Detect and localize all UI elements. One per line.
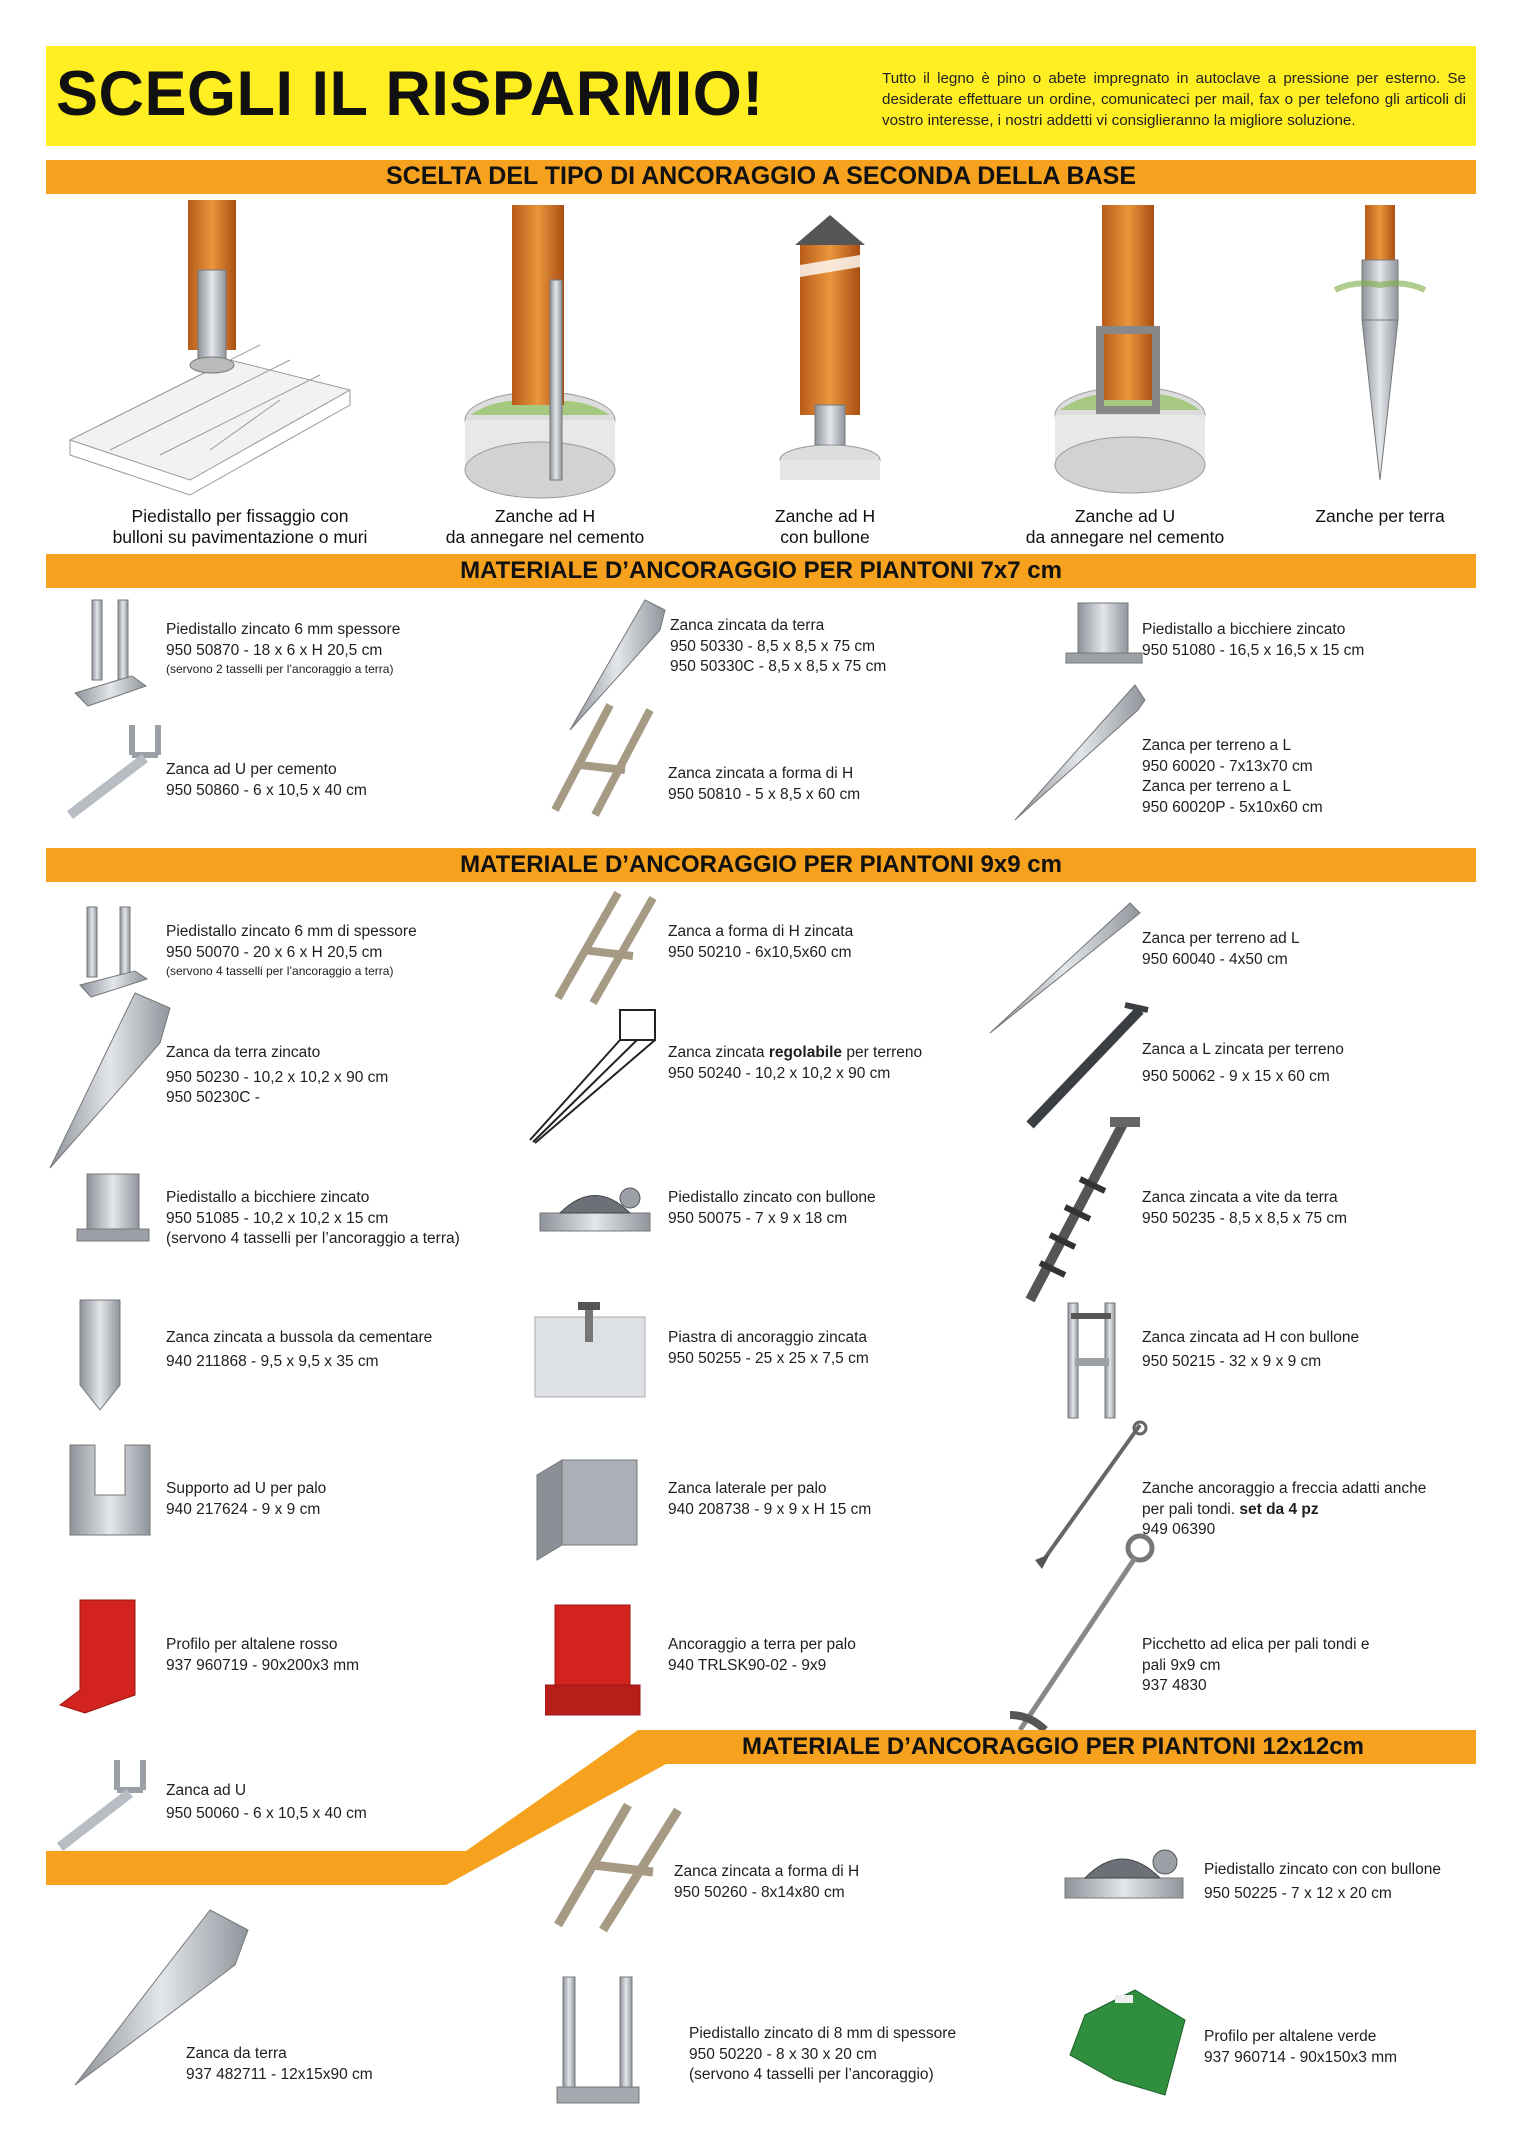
product-l-ground-spike-7x7: Zanca per terreno a L 950 60020 - 7x13x70 cm Zanca per terreno a L 950 60020P - 5x10x60 cm <box>1142 737 1323 816</box>
product-ground-spike-12x12: Zanca da terra 937 482711 - 12x15x90 cm <box>186 2045 373 2083</box>
product-u-anchor-9x9: Zanca ad U 950 50060 - 6 x 10,5 x 40 cm <box>166 1782 367 1822</box>
product-h-anchor-bolt: Zanca zincata ad H con bullone 950 50215 - 32 x 9 x 9 cm <box>1142 1329 1360 1370</box>
post-base-bolt-9x9-image <box>535 1178 655 1238</box>
cup-base-9x9-image <box>75 1172 155 1247</box>
h-anchor-7x7-image <box>550 700 680 820</box>
page-title: SCEGLI IL RISPARMIO! <box>56 59 764 129</box>
product-arrow-ground-anchors: Zanche ancoraggio a freccia adatti anche per pali tondi. set da 4 pz 949 06390 <box>1142 1480 1427 1538</box>
concrete-sleeve-anchor-image <box>75 1295 125 1415</box>
product-u-post-support: Supporto ad U per palo 940 217624 - 9 x 9 cm <box>166 1480 327 1518</box>
red-swing-profile-image <box>55 1595 155 1720</box>
section-band-7x7 <box>46 554 1476 588</box>
intro-text: Tutto il legno è pino o abete impregnato in autoclave a pressione per esterno. Se desiderate effettuare un ordine, comunicateci per mail, fax o per telefono gli articoli di vostro interesse, i nostri addetti vi consiglieranno la migliore soluzione. <box>882 70 1466 129</box>
product-red-ground-anchor: Ancoraggio a terra per palo 940 TRLSK90-02 - 9x9 <box>668 1636 856 1674</box>
section-band-base-type <box>46 160 1476 194</box>
section-title: MATERIALE D’ANCORAGGIO PER PIANTONI 9x9 cm <box>460 851 1062 878</box>
u-anchor-cement-image <box>60 720 170 820</box>
u-post-support-image <box>65 1440 155 1540</box>
product-side-post-bracket: Zanca laterale per palo 940 208738 - 9 x 9 x H 15 cm <box>668 1480 872 1518</box>
illustration-ground-spike <box>1330 200 1430 490</box>
product-post-base-bolt-12x12: Piedistallo zincato con con bullone 950 50225 - 7 x 12 x 20 cm <box>1204 1861 1441 1902</box>
product-cup-base-9x9: Piedistallo a bicchiere zincato 950 51085 - 10,2 x 10,2 x 15 cm (servono 4 tasselli per l’ancoraggio a terra) <box>166 1189 460 1247</box>
h-anchor-9x9-image <box>548 888 668 1008</box>
product-screw-ground-anchor: Zanca zincata a vite da terra 950 50235 - 8,5 x 8,5 x 75 cm <box>1142 1189 1348 1227</box>
screw-ground-anchor-image <box>1010 1115 1150 1310</box>
post-base-6mm-9x9-image <box>75 905 155 1000</box>
base-type-caption-2: Zanche ad H da annegare nel cemento <box>445 506 645 547</box>
product-post-base-8mm: Piedistallo zincato di 8 mm di spessore 950 50220 - 8 x 30 x 20 cm (servono 4 tasselli per l’ancoraggio) <box>689 2025 957 2083</box>
section-band-9x9 <box>46 848 1476 882</box>
product-h-anchor-12x12: Zanca zincata a forma di H 950 50260 - 8x14x80 cm <box>674 1863 860 1901</box>
base-type-caption-3: Zanche ad H con bullone <box>774 506 876 547</box>
illustration-u-anchor-concrete <box>1030 200 1230 500</box>
illustration-paving-post-base <box>60 200 370 500</box>
product-cup-base-7x7: Piedistallo a bicchiere zincato 950 51080 - 16,5 x 16,5 x 15 cm <box>1142 621 1365 659</box>
l-anchor-9x9-image <box>1020 1000 1150 1130</box>
green-swing-profile-image <box>1065 1985 1190 2100</box>
cup-base-7x7-image <box>1060 598 1150 668</box>
product-post-base-6mm-9x9: Piedistallo zincato 6 mm di spessore 950 50070 - 20 x 6 x H 20,5 cm (servono 4 tasselli per l’ancoraggio a terra) <box>166 923 417 978</box>
product-u-anchor-cement: Zanca ad U per cemento 950 50860 - 6 x 10,5 x 40 cm <box>166 761 367 799</box>
ground-spike-9x9-image <box>45 988 175 1173</box>
post-base-8mm-image <box>555 1975 645 2110</box>
product-anchor-plate: Piastra di ancoraggio zincata 950 50255 - 25 x 25 x 7,5 cm <box>668 1329 869 1367</box>
side-post-bracket-image <box>532 1455 642 1565</box>
h-anchor-bolt-image <box>1063 1298 1123 1423</box>
illustration-h-anchor-bolt <box>755 205 905 495</box>
base-type-caption-5: Zanche per terra <box>1315 506 1445 526</box>
section-title: MATERIALE D’ANCORAGGIO PER PIANTONI 7x7 cm <box>460 557 1062 584</box>
section-title: SCELTA DEL TIPO DI ANCORAGGIO A SECONDA DELLA BASE <box>385 162 1137 190</box>
post-base-bolt-12x12-image <box>1060 1840 1190 1905</box>
product-helical-round-stake: Picchetto ad elica per pali tondi e pali 9x9 cm 937 4830 <box>1142 1636 1370 1694</box>
product-green-swing-profile: Profilo per altalene verde 937 960714 - 90x150x3 mm <box>1204 2028 1398 2066</box>
product-l-anchor-9x9: Zanca a L zincata per terreno 950 50062 - 9 x 15 x 60 cm <box>1142 1041 1344 1085</box>
product-ground-spike-9x9: Zanca da terra zincato 950 50230 - 10,2 x 10,2 x 90 cm 950 50230C - <box>166 1044 389 1106</box>
product-h-anchor-7x7: Zanca zincata a forma di H 950 50810 - 5 x 8,5 x 60 cm <box>668 765 861 803</box>
product-ground-spike-7x7: Zanca zincata da terra 950 50330 - 8,5 x 8,5 x 75 cm 950 50330C - 8,5 x 8,5 x 75 cm <box>670 617 887 675</box>
product-h-anchor-9x9: Zanca a forma di H zincata 950 50210 - 6x10,5x60 cm <box>668 923 854 961</box>
product-l-ground-spike-9x9: Zanca per terreno ad L 950 60040 - 4x50 cm <box>1142 930 1300 968</box>
base-type-caption-4: Zanche ad U da annegare nel cemento <box>1025 506 1225 547</box>
product-post-base-bolt-9x9: Piedistallo zincato con bullone 950 50075 - 7 x 9 x 18 cm <box>668 1189 876 1227</box>
post-base-6mm-image <box>70 598 150 713</box>
helical-round-stake-image <box>1000 1530 1160 1740</box>
h-anchor-12x12-image <box>548 1800 688 1935</box>
anchor-plate-image <box>530 1302 650 1402</box>
product-post-base-6mm: Piedistallo zincato 6 mm spessore 950 50870 - 18 x 6 x H 20,5 cm (servono 2 tasselli per l’ancoraggio a terra) <box>166 621 401 676</box>
red-ground-anchor-image <box>545 1600 645 1720</box>
product-adjustable-ground-spike: Zanca zincata regolabile per terreno 950 50240 - 10,2 x 10,2 x 90 cm <box>668 1044 923 1082</box>
product-concrete-sleeve-anchor: Zanca zincata a bussola da cementare 940 211868 - 9,5 x 9,5 x 35 cm <box>166 1329 433 1370</box>
l-ground-spike-7x7-image <box>1010 680 1150 825</box>
base-type-caption-1: Piedistallo per fissaggio con bulloni su pavimentazione o muri <box>112 506 368 547</box>
adjustable-ground-spike-image <box>525 1005 675 1145</box>
header-banner <box>46 46 1476 146</box>
illustration-h-anchor-concrete <box>440 200 640 500</box>
product-red-swing-profile: Profilo per altalene rosso 937 960719 - 90x200x3 mm <box>166 1636 360 1674</box>
section-title-12x12: MATERIALE D’ANCORAGGIO PER PIANTONI 12x12cm <box>742 1733 1364 1760</box>
